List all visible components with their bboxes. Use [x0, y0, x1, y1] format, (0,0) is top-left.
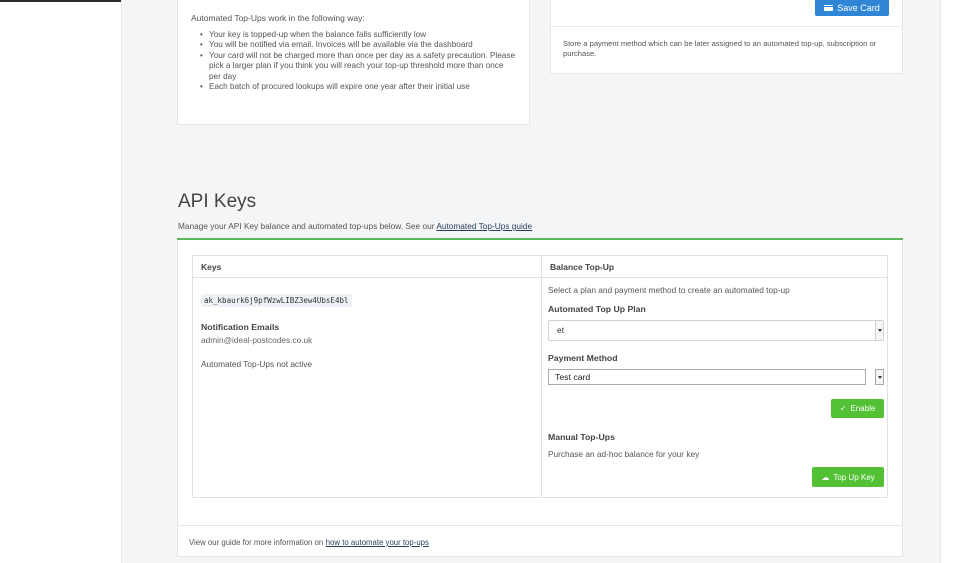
chevron-down-icon	[875, 369, 884, 385]
save-card-label: Save Card	[837, 2, 880, 13]
keys-column	[193, 256, 542, 497]
check-icon: ✓	[839, 404, 847, 413]
cloud-upload-icon: ☁	[821, 472, 830, 482]
topups-bullet-list	[191, 30, 516, 92]
payment-method-selected-value: Test card	[548, 369, 866, 385]
keys-table	[192, 255, 888, 498]
top-up-key-label: Top Up Key	[833, 472, 875, 482]
plan-selected-value: et	[557, 325, 565, 335]
balance-topup-column	[542, 256, 887, 497]
subtitle-text: Manage your API Key balance and automated top-ups below. See our	[178, 221, 435, 231]
enable-label: Enable	[850, 404, 876, 413]
footer-text: View our guide for more information on	[189, 538, 324, 547]
manual-topups-label: Manual Top-Ups	[548, 432, 615, 442]
auto-topup-status: Automated Top-Ups not active	[201, 359, 312, 369]
notification-emails-label: Notification Emails	[201, 322, 280, 332]
list-item: • Your card will not be charged more than once per day as a safety precaution. Please pick a larger plan if you think you will reach your top-up threshold more than once per day	[209, 51, 516, 82]
balance-topup-header: Balance Top-Up	[542, 256, 887, 278]
enable-button[interactable]	[831, 399, 884, 418]
top-up-key-button[interactable]	[812, 467, 884, 487]
keys-header: Keys	[193, 256, 541, 278]
payment-method-select[interactable]	[548, 369, 884, 385]
topup-instruction: Select a plan and payment method to create an automated top-up	[548, 285, 790, 295]
automated-topups-guide-link[interactable]: Automated Top-Ups guide	[436, 221, 533, 231]
plan-select[interactable]	[548, 320, 884, 341]
automated-topups-info-card	[177, 0, 530, 125]
chevron-down-icon	[875, 321, 883, 340]
manual-topups-description: Purchase an ad-hoc balance for your key	[548, 449, 700, 459]
list-item: • You will be notified via email. Invoices will be available via the dashboard	[209, 40, 516, 50]
save-card-button[interactable]	[815, 0, 889, 16]
automate-topups-guide-link[interactable]: how to automate your top-ups	[325, 538, 429, 547]
list-item: • Your key is topped-up when the balance falls sufficiently low	[209, 30, 516, 40]
divider	[551, 26, 902, 27]
api-key-value: ak_kbaurk6j9pfWzwLIBZ3ew4UbsE4bl	[201, 294, 352, 307]
notification-email-value: admin@ideal-postcodes.co.uk	[201, 335, 313, 345]
footer-guide-panel	[177, 525, 903, 557]
api-keys-subtitle	[178, 221, 532, 231]
list-item: • Each batch of procured lookups will expire one year after their initial use	[209, 82, 516, 92]
right-edge	[941, 0, 953, 563]
payment-method-label: Payment Method	[548, 353, 618, 363]
api-keys-card	[177, 240, 903, 526]
save-card-panel	[550, 0, 903, 74]
credit-card-icon	[824, 5, 833, 11]
plan-label: Automated Top Up Plan	[548, 304, 646, 314]
save-card-description: Store a payment method which can be later assigned to an automated top-up, subscription or purchase.	[563, 39, 877, 58]
topups-intro: Automated Top-Ups work in the following way:	[191, 13, 365, 23]
page-title: API Keys	[178, 191, 257, 212]
